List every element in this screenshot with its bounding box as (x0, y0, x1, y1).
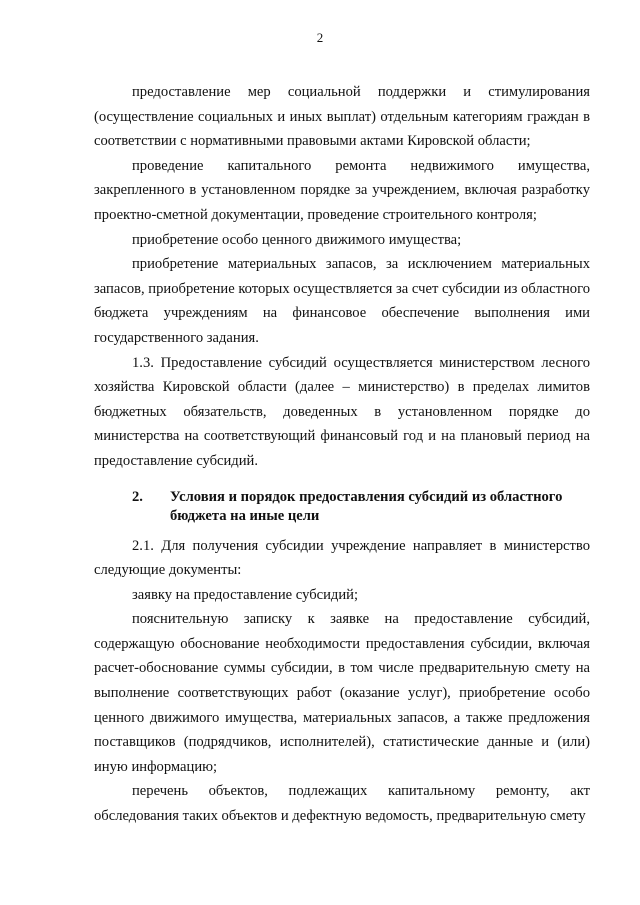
section-number: 2. (132, 488, 143, 505)
page-number: 2 (316, 30, 324, 45)
section-title: Условия и порядок предоставления субсидий из областного бюджета на иные цели (170, 488, 563, 524)
paragraph: приобретение материальных запасов, за исключением материальных запасов, приобретение которых осуществляется за счет субсидии из областного бюджета учреждениям на финансовое обеспечение выполнения ими государственного задания. (94, 256, 590, 346)
paragraph: предоставление мер социальной поддержки и стимулирования (осуществление социальных и иных выплат) отдельным категориям граждан в соответствии с нормативными правовыми актами Кировской области; (94, 84, 590, 150)
section-heading (94, 488, 590, 526)
paragraph: проведение капитального ремонта недвижимого имущества, закрепленного в установленном порядке за учреждением, включая разработку проектно-сметной документации, проведение строительного контроля; (94, 157, 590, 223)
document-body (94, 80, 590, 829)
paragraph: перечень объектов, подлежащих капитальному ремонту, акт обследования таких объектов и дефектную ведомость, предварительную смету (94, 783, 590, 825)
paragraph: заявку на предоставление субсидий; (132, 586, 359, 603)
paragraph: 2.1. Для получения субсидии учреждение направляет в министерство следующие документы: (94, 537, 590, 579)
paragraph: 1.3. Предоставление субсидий осуществляется министерством лесного хозяйства Кировской области (далее – министерство) в пределах лимитов бюджетных обязательств, доведенных в установленном порядке до министерства на соответствующий финансовый год и на плановый период на предоставление субсидий. (94, 354, 590, 469)
paragraph: пояснительную записку к заявке на предоставление субсидий, содержащую обоснование необходимости предоставления субсидии, включая расчет-обоснование суммы субсидии, в том числе предварительную смету на выполнение соответствующих работ (оказание услуг), приобретение особо ценного движимого имущества, материальных запасов, а также предложения поставщиков (подрядчиков, исполнителей), статистические данные и (или) иную информацию; (94, 611, 590, 775)
paragraph: приобретение особо ценного движимого имущества; (132, 231, 462, 248)
